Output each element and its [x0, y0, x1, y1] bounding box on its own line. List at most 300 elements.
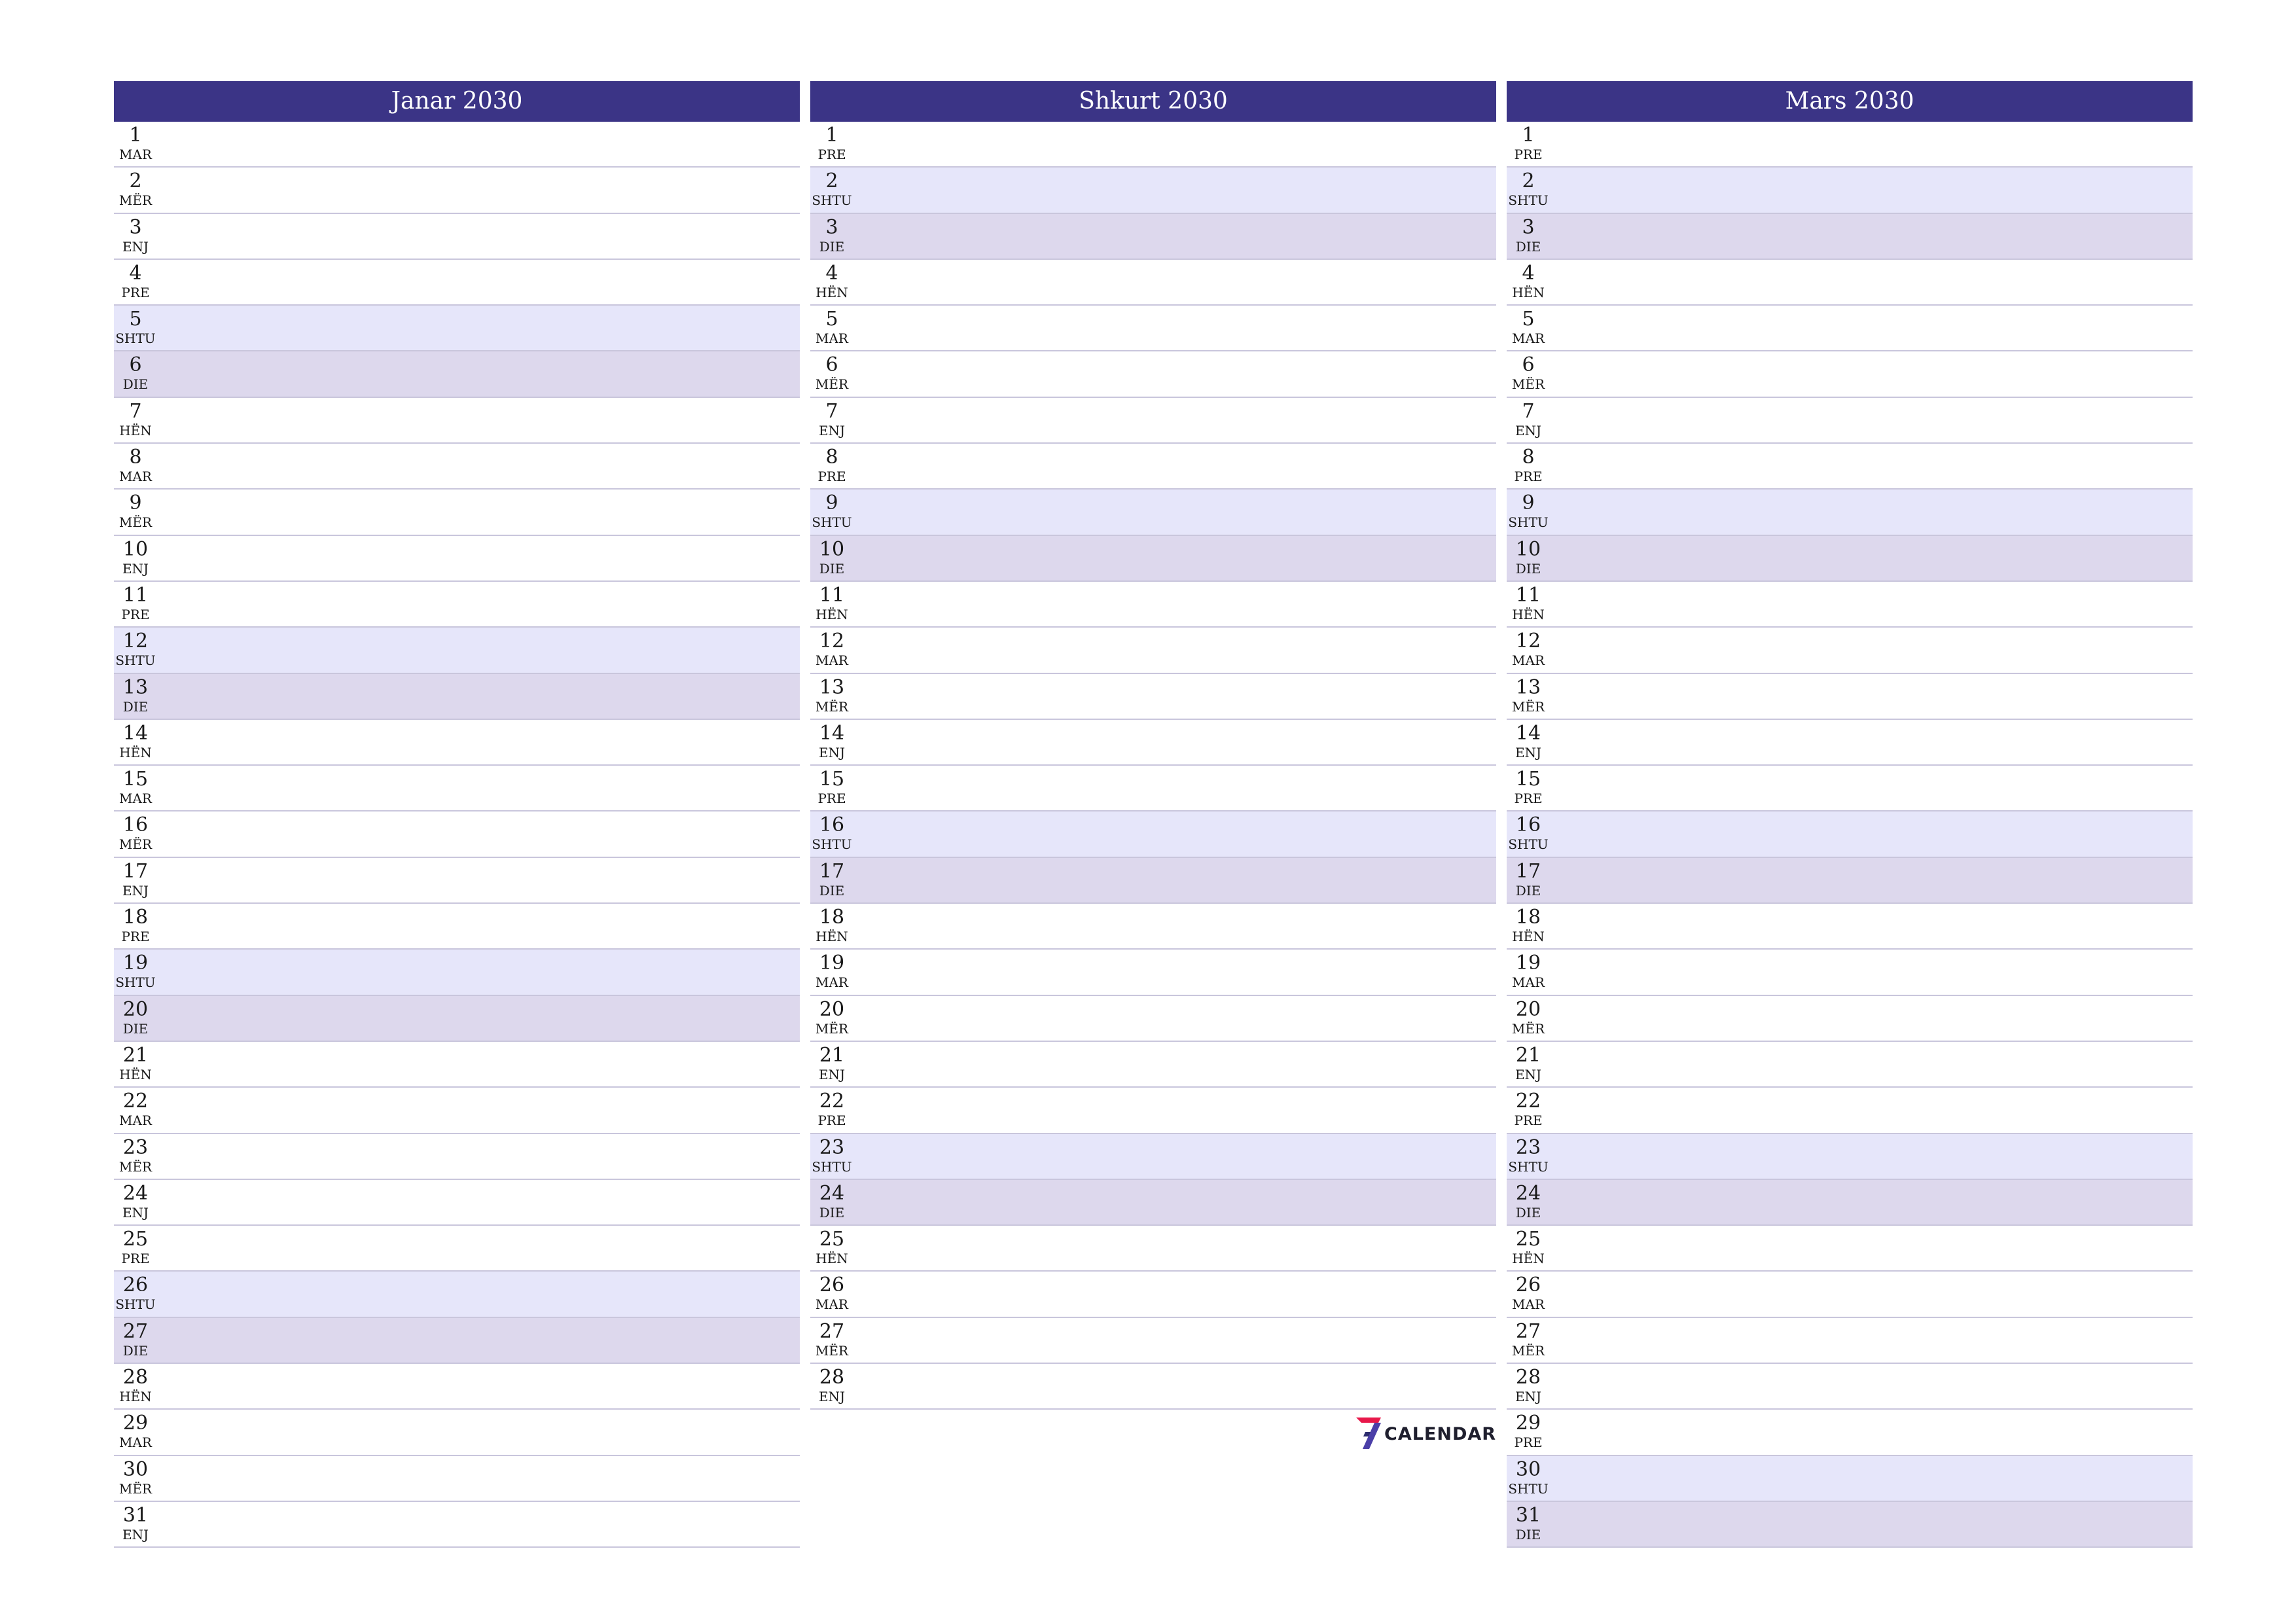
day-row [810, 720, 1496, 766]
day-row [1507, 1410, 2193, 1455]
weekday-label: SHTU [1508, 836, 1549, 853]
day-cell [810, 492, 853, 530]
day-number: 19 [1515, 952, 1541, 975]
day-number: 3 [825, 215, 838, 239]
weekday-label: MAR [1512, 1296, 1545, 1313]
day-cell [810, 584, 853, 622]
weekday-label: MËR [1511, 376, 1545, 393]
day-cell [114, 630, 157, 668]
day-number: 9 [1522, 491, 1535, 515]
day-number: 29 [1515, 1412, 1541, 1435]
day-list [810, 122, 1496, 1410]
weekday-label: ENJ [818, 1389, 846, 1405]
day-number: 6 [1522, 353, 1535, 377]
weekday-label: HËN [1512, 929, 1545, 945]
day-cell [1507, 584, 1550, 622]
day-cell [1507, 1459, 1550, 1497]
weekday-label: PRE [817, 1113, 846, 1129]
weekday-label: PRE [121, 1251, 150, 1267]
day-cell [810, 1366, 853, 1404]
day-number: 14 [122, 721, 149, 745]
day-number: 7 [825, 399, 838, 423]
day-number: 30 [1515, 1457, 1541, 1481]
day-row [114, 766, 800, 812]
day-number: 3 [129, 215, 142, 239]
day-row [114, 1410, 800, 1455]
day-cell [1507, 814, 1550, 852]
weekday-label: SHTU [115, 330, 156, 347]
weekday-label: MËR [118, 192, 152, 209]
day-cell [810, 401, 853, 438]
day-number: 24 [819, 1181, 845, 1205]
day-row [1507, 398, 2193, 444]
day-number: 11 [1515, 583, 1541, 607]
weekday-label: DIE [122, 376, 149, 393]
day-row [810, 1134, 1496, 1180]
day-row [1507, 766, 2193, 812]
day-row [810, 1226, 1496, 1272]
day-cell [1507, 262, 1550, 300]
day-cell [114, 446, 157, 484]
day-number: 19 [122, 952, 149, 975]
day-row [114, 1456, 800, 1502]
weekday-label: SHTU [115, 1296, 156, 1313]
month-title: Janar 2030 [114, 81, 800, 122]
day-row [114, 582, 800, 628]
day-cell [1507, 1090, 1550, 1128]
day-row [810, 1180, 1496, 1226]
day-row [810, 904, 1496, 950]
day-cell [1507, 170, 1550, 208]
day-cell [1507, 1366, 1550, 1404]
day-cell [810, 1183, 853, 1221]
weekday-label: MËR [118, 1158, 152, 1175]
day-row [114, 720, 800, 766]
day-cell [114, 1366, 157, 1404]
weekday-label: SHTU [1508, 1480, 1549, 1497]
day-row [114, 214, 800, 260]
weekday-label: SHTU [1508, 1158, 1549, 1175]
day-row [114, 996, 800, 1042]
weekday-label: ENJ [1515, 422, 1542, 438]
day-row [114, 536, 800, 582]
day-cell [114, 170, 157, 208]
day-number: 27 [819, 1319, 845, 1343]
day-row [1507, 1502, 2193, 1548]
weekday-label: SHTU [812, 514, 852, 531]
day-cell [1507, 1274, 1550, 1312]
day-cell [1507, 124, 1550, 162]
day-cell [1507, 539, 1550, 577]
weekday-label: PRE [817, 147, 846, 162]
weekday-label: SHTU [115, 652, 156, 669]
day-cell [1507, 1321, 1550, 1359]
day-row [114, 1134, 800, 1180]
day-cell [114, 952, 157, 990]
day-list [1507, 122, 2193, 1548]
day-cell [114, 1044, 157, 1082]
weekday-label: PRE [1514, 791, 1543, 807]
day-number: 12 [1515, 630, 1541, 653]
day-row [114, 950, 800, 995]
day-row [810, 812, 1496, 857]
day-number: 30 [122, 1457, 149, 1481]
weekday-label: MAR [119, 791, 152, 807]
day-number: 17 [122, 859, 149, 883]
day-number: 9 [825, 491, 838, 515]
day-cell [114, 1137, 157, 1175]
day-cell [810, 1274, 853, 1312]
day-row [1507, 1134, 2193, 1180]
day-cell [114, 401, 157, 438]
month-february [810, 81, 1496, 1410]
day-cell [1507, 354, 1550, 392]
weekday-label: DIE [1515, 238, 1541, 255]
weekday-label: ENJ [1515, 744, 1542, 760]
day-cell [1507, 1183, 1550, 1221]
weekday-label: HËN [816, 1251, 848, 1267]
day-number: 31 [122, 1503, 149, 1527]
day-row [1507, 1226, 2193, 1272]
day-row [114, 444, 800, 490]
day-cell [114, 1321, 157, 1359]
weekday-label: MËR [815, 1020, 849, 1037]
weekday-label: PRE [817, 469, 846, 485]
weekday-label: DIE [122, 698, 149, 715]
day-cell [114, 217, 157, 255]
weekday-label: PRE [121, 606, 150, 622]
day-cell [1507, 906, 1550, 944]
day-row [1507, 260, 2193, 306]
day-cell [810, 952, 853, 990]
weekday-label: MAR [816, 974, 848, 991]
weekday-label: MËR [815, 1342, 849, 1359]
day-row [1507, 214, 2193, 260]
day-number: 18 [122, 906, 149, 929]
weekday-label: MAR [816, 1296, 848, 1313]
day-row [810, 996, 1496, 1042]
day-row [810, 858, 1496, 904]
weekday-label: ENJ [122, 1204, 149, 1221]
day-number: 17 [819, 859, 845, 883]
weekday-label: MËR [815, 376, 849, 393]
day-cell [1507, 1228, 1550, 1266]
day-number: 16 [1515, 813, 1541, 837]
day-cell [810, 124, 853, 162]
day-number: 2 [1522, 169, 1535, 193]
weekday-label: SHTU [812, 1158, 852, 1175]
day-row [810, 1318, 1496, 1364]
day-row [114, 1502, 800, 1548]
day-number: 10 [122, 537, 149, 561]
day-cell [810, 677, 853, 715]
day-cell [114, 906, 157, 944]
day-number: 6 [825, 353, 838, 377]
day-row [810, 351, 1496, 397]
day-number: 25 [819, 1228, 845, 1251]
weekday-label: ENJ [818, 744, 846, 760]
day-number: 10 [1515, 537, 1541, 561]
day-number: 25 [1515, 1228, 1541, 1251]
day-cell [810, 1090, 853, 1128]
day-cell [1507, 1505, 1550, 1543]
day-cell [810, 1137, 853, 1175]
day-number: 26 [122, 1274, 149, 1297]
weekday-label: SHTU [115, 974, 156, 991]
day-cell [114, 584, 157, 622]
day-row [114, 168, 800, 213]
weekday-label: SHTU [812, 836, 852, 853]
day-cell [810, 308, 853, 346]
day-row [810, 214, 1496, 260]
day-number: 26 [819, 1274, 845, 1297]
day-row [1507, 1318, 2193, 1364]
weekday-label: MËR [815, 698, 849, 715]
weekday-label: ENJ [818, 422, 846, 438]
day-cell [810, 906, 853, 944]
weekday-label: MAR [816, 330, 848, 347]
day-number: 21 [819, 1043, 845, 1067]
day-number: 7 [1522, 399, 1535, 423]
day-cell [1507, 446, 1550, 484]
weekday-label: ENJ [818, 1066, 846, 1082]
day-number: 13 [1515, 675, 1541, 699]
day-row [1507, 1180, 2193, 1226]
weekday-label: MAR [1512, 330, 1545, 347]
day-cell [1507, 217, 1550, 255]
day-number: 27 [122, 1319, 149, 1343]
day-number: 11 [819, 583, 845, 607]
day-number: 4 [129, 261, 142, 285]
day-cell [114, 768, 157, 806]
day-number: 2 [825, 169, 838, 193]
weekday-label: DIE [1515, 882, 1541, 899]
day-number: 18 [819, 906, 845, 929]
day-cell [114, 539, 157, 577]
day-number: 8 [129, 446, 142, 469]
day-number: 1 [129, 124, 142, 147]
day-number: 12 [819, 630, 845, 653]
day-cell [810, 354, 853, 392]
weekday-label: DIE [122, 1342, 149, 1359]
day-cell [114, 1183, 157, 1221]
day-row [810, 674, 1496, 720]
day-row [810, 1042, 1496, 1088]
weekday-label: SHTU [812, 192, 852, 209]
day-cell [810, 217, 853, 255]
day-row [1507, 306, 2193, 351]
day-row [1507, 444, 2193, 490]
weekday-label: HËN [1512, 1251, 1545, 1267]
weekday-label: DIE [819, 882, 845, 899]
day-number: 13 [122, 675, 149, 699]
day-row [1507, 582, 2193, 628]
weekday-label: HËN [1512, 606, 1545, 622]
weekday-label: DIE [1515, 560, 1541, 577]
day-cell [810, 861, 853, 899]
day-number: 8 [825, 446, 838, 469]
day-cell [810, 999, 853, 1037]
day-number: 5 [825, 308, 838, 331]
weekday-label: MËR [1511, 1020, 1545, 1037]
weekday-label: DIE [819, 238, 845, 255]
weekday-label: PRE [1514, 469, 1543, 485]
weekday-label: ENJ [122, 238, 149, 255]
day-number: 19 [819, 952, 845, 975]
weekday-label: PRE [121, 929, 150, 945]
day-cell [114, 999, 157, 1037]
day-cell [114, 354, 157, 392]
day-row [1507, 490, 2193, 535]
seven-logo-icon [1355, 1415, 1382, 1452]
day-number: 9 [129, 491, 142, 515]
day-cell [1507, 1044, 1550, 1082]
day-number: 27 [1515, 1319, 1541, 1343]
day-number: 21 [122, 1043, 149, 1067]
day-row [1507, 674, 2193, 720]
day-row [1507, 1272, 2193, 1317]
day-cell [114, 814, 157, 852]
day-number: 20 [122, 997, 149, 1021]
day-number: 10 [819, 537, 845, 561]
day-row [114, 1042, 800, 1088]
day-number: 28 [819, 1366, 845, 1389]
logo-text: CALENDAR [1384, 1424, 1497, 1444]
weekday-label: MAR [119, 469, 152, 485]
brand-logo [1355, 1415, 1497, 1454]
day-row [1507, 628, 2193, 673]
day-row [114, 1180, 800, 1226]
weekday-label: HËN [816, 929, 848, 945]
day-row [114, 1364, 800, 1410]
day-number: 23 [122, 1135, 149, 1159]
day-number: 20 [819, 997, 845, 1021]
weekday-label: DIE [1515, 1526, 1541, 1543]
day-row [114, 122, 800, 168]
day-number: 16 [122, 813, 149, 837]
day-number: 14 [1515, 721, 1541, 745]
day-number: 28 [122, 1366, 149, 1389]
day-row [1507, 168, 2193, 213]
day-number: 18 [1515, 906, 1541, 929]
day-cell [810, 768, 853, 806]
day-row [1507, 1088, 2193, 1133]
day-cell [810, 722, 853, 760]
day-cell [114, 1228, 157, 1266]
weekday-label: PRE [121, 284, 150, 300]
weekday-label: HËN [1512, 284, 1545, 300]
day-number: 12 [122, 630, 149, 653]
day-number: 31 [1515, 1503, 1541, 1527]
weekday-label: ENJ [122, 1526, 149, 1543]
day-row [114, 1318, 800, 1364]
day-row [114, 490, 800, 535]
weekday-label: DIE [122, 1020, 149, 1037]
day-number: 15 [819, 768, 845, 791]
day-number: 7 [129, 399, 142, 423]
day-cell [1507, 722, 1550, 760]
day-cell [1507, 952, 1550, 990]
weekday-label: HËN [816, 606, 848, 622]
day-row [1507, 858, 2193, 904]
day-row [1507, 536, 2193, 582]
day-row [810, 260, 1496, 306]
weekday-label: PRE [817, 791, 846, 807]
day-number: 28 [1515, 1366, 1541, 1389]
day-row [810, 168, 1496, 213]
day-row [1507, 812, 2193, 857]
day-number: 26 [1515, 1274, 1541, 1297]
day-number: 6 [129, 353, 142, 377]
weekday-label: MAR [119, 1435, 152, 1451]
day-row [114, 398, 800, 444]
day-number: 1 [1522, 124, 1535, 147]
day-number: 11 [122, 583, 149, 607]
weekday-label: ENJ [122, 882, 149, 899]
day-number: 22 [122, 1090, 149, 1113]
day-cell [810, 1044, 853, 1082]
day-number: 29 [122, 1412, 149, 1435]
day-number: 3 [1522, 215, 1535, 239]
day-cell [114, 1274, 157, 1312]
weekday-label: ENJ [122, 560, 149, 577]
day-row [810, 1272, 1496, 1317]
weekday-label: HËN [119, 422, 152, 438]
day-number: 17 [1515, 859, 1541, 883]
day-cell [114, 1459, 157, 1497]
weekday-label: PRE [1514, 1435, 1543, 1451]
day-cell [1507, 861, 1550, 899]
weekday-label: MËR [118, 1480, 152, 1497]
weekday-label: MËR [1511, 698, 1545, 715]
day-row [810, 306, 1496, 351]
day-row [810, 122, 1496, 168]
weekday-label: DIE [1515, 1204, 1541, 1221]
day-row [810, 950, 1496, 995]
day-cell [1507, 308, 1550, 346]
day-number: 22 [1515, 1090, 1541, 1113]
day-row [810, 536, 1496, 582]
day-number: 2 [129, 169, 142, 193]
day-number: 21 [1515, 1043, 1541, 1067]
day-cell [1507, 999, 1550, 1037]
day-row [114, 351, 800, 397]
month-march [1507, 81, 2193, 1548]
day-row [114, 812, 800, 857]
day-row [810, 1088, 1496, 1133]
day-cell [114, 861, 157, 899]
day-cell [114, 492, 157, 530]
day-cell [1507, 401, 1550, 438]
weekday-label: HËN [119, 1066, 152, 1082]
day-row [114, 674, 800, 720]
weekday-label: MAR [119, 1113, 152, 1129]
weekday-label: MËR [118, 514, 152, 531]
weekday-label: SHTU [1508, 192, 1549, 209]
weekday-label: MAR [119, 147, 152, 162]
day-number: 14 [819, 721, 845, 745]
day-row [810, 490, 1496, 535]
day-row [114, 260, 800, 306]
day-cell [114, 124, 157, 162]
day-cell [1507, 630, 1550, 668]
day-number: 1 [825, 124, 838, 147]
day-number: 4 [825, 261, 838, 285]
weekday-label: MAR [1512, 652, 1545, 669]
day-number: 4 [1522, 261, 1535, 285]
month-title: Mars 2030 [1507, 81, 2193, 122]
weekday-label: DIE [819, 560, 845, 577]
